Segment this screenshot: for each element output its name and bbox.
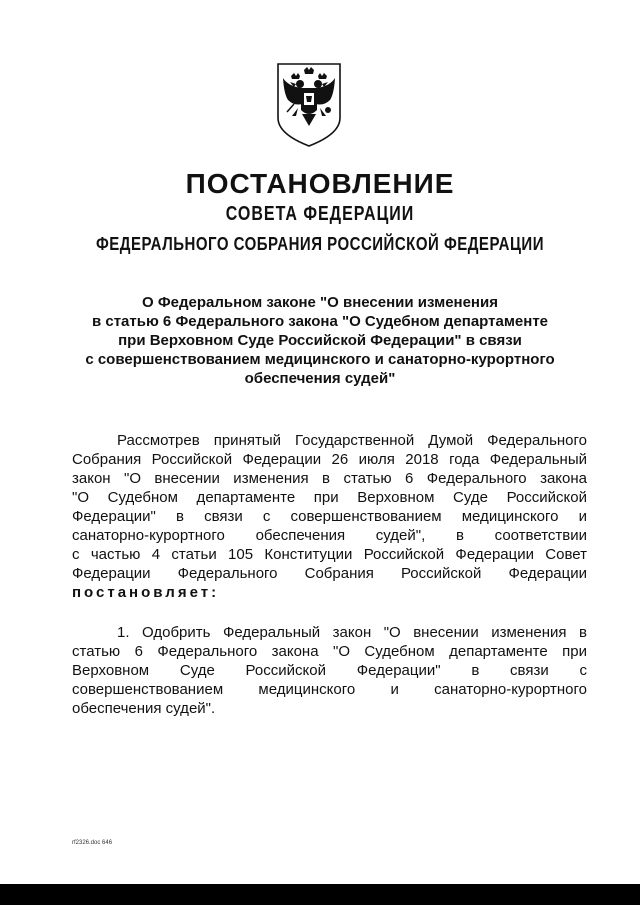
subject-line: обеспечения судей" <box>244 370 396 387</box>
double-headed-eagle-emblem-icon <box>274 60 344 148</box>
paragraph-line: Федерации" в связи с совершенствованием медицинского и <box>72 508 587 525</box>
paragraph-line: Федерации Федерального Собрания Российской Федерации <box>72 565 587 582</box>
subject-line: О Федеральном законе "О внесении изменения <box>142 294 498 311</box>
paragraph-line: закон "О внесении изменения в статью 6 Федерального закона <box>72 470 587 487</box>
paragraph-line: статью 6 Федерального закона "О Судебном департаменте при <box>72 643 587 660</box>
subject-line: при Верховном Суде Российской Федерации" в связи <box>118 332 522 349</box>
paragraph-line: обеспечения судей". <box>72 700 216 717</box>
issuer-line-2: ФЕДЕРАЛЬНОГО СОБРАНИЯ РОССИЙСКОЙ ФЕДЕРАЦИИ <box>96 233 544 256</box>
decree-word: постановляет: <box>72 584 220 601</box>
paragraph-line: Рассмотрев принятый Государственной Думой Федерального <box>117 432 587 449</box>
issuer-line-1: СОВЕТА ФЕДЕРАЦИИ <box>225 203 415 225</box>
paragraph-line: санаторно-курортного обеспечения судей", в соответствии <box>72 527 587 544</box>
resolution-item-1 <box>72 623 587 718</box>
paragraph-line: Верховном Суде Российской Федерации" в связи с <box>72 662 587 679</box>
paragraph-line: 1. Одобрить Федеральный закон "О внесении изменения в <box>117 624 587 641</box>
paragraph-line: с частью 4 статьи 105 Конституции Российской Федерации Совет <box>72 546 587 563</box>
file-code: rf2326.doc 646 <box>72 840 113 846</box>
paragraph-line: "О Судебном департаменте при Верховном Суде Российской <box>72 489 587 506</box>
scan-edge-bar <box>0 884 640 905</box>
subject-line: с совершенствованием медицинского и санаторно-курортного <box>85 351 555 368</box>
document-subject <box>60 293 580 388</box>
paragraph-line: совершенствованием медицинского и санаторно-курортного <box>72 681 587 698</box>
subject-line: в статью 6 Федерального закона "О Судебном департаменте <box>91 313 549 330</box>
paragraph-line: Собрания Российской Федерации 26 июля 2018 года Федеральный <box>72 451 587 468</box>
document-title: ПОСТАНОВЛЕНИЕ <box>185 168 455 199</box>
preamble-paragraph <box>72 431 587 602</box>
